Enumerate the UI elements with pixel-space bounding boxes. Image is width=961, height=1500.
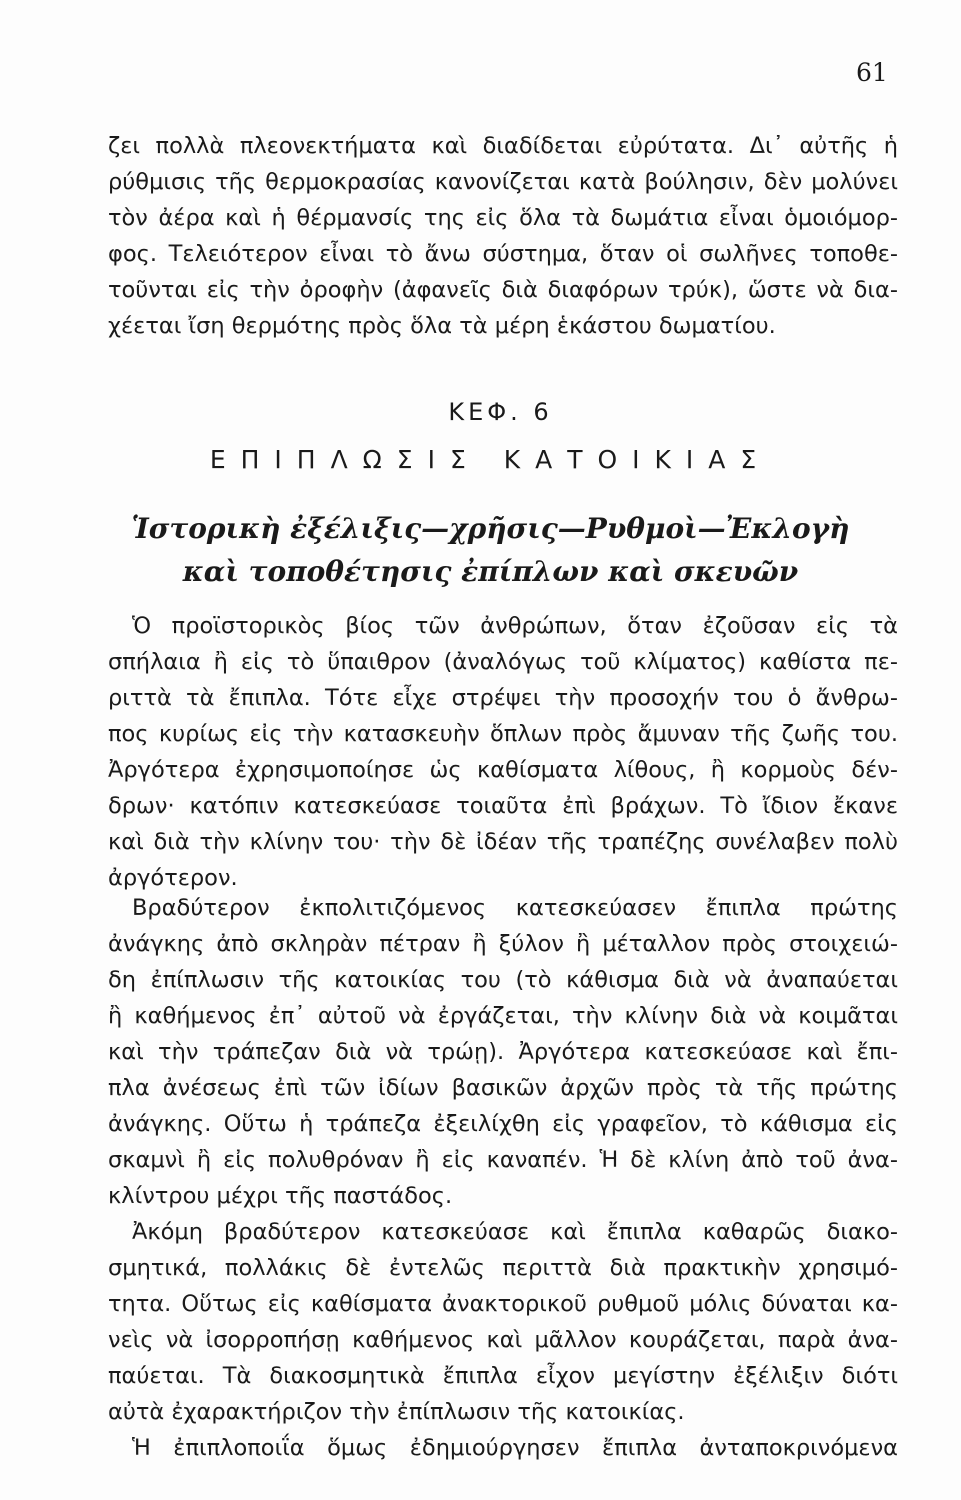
chapter-title: ΕΠΙΠΛΩΣΙΣ ΚΑΤΟΙΚΙΑΣ bbox=[209, 445, 772, 474]
text-line: καὶ τὴν τράπεζαν διὰ νὰ τρώῃ). Ἀργότερα κατεσκεύασε καὶ ἔπι- bbox=[108, 1039, 898, 1065]
text-line: νεὶς νὰ ἰσορροπήσῃ καθήμενος καὶ μᾶλλον κουράζεται, παρὰ ἀνα- bbox=[108, 1327, 898, 1353]
text-line: Ἀργότερα ἐχρησιμοποίησε ὡς καθίσματα λίθους, ἢ κορμοὺς δέν- bbox=[108, 757, 898, 783]
text-line: αὐτὰ ἐχαρακτήριζον τὴν ἐπίπλωσιν τῆς κατοικίας. bbox=[108, 1399, 685, 1425]
text-line: Ὁ προϊστορικὸς βίος τῶν ἀνθρώπων, ὅταν ἐζοῦσαν εἰς τὰ bbox=[132, 613, 898, 639]
text-line: ρύθμισις τῆς θερμοκρασίας κανονίζεται κατὰ βούλησιν, δὲν μολύνει bbox=[108, 169, 898, 195]
text-line: δρων· κατόπιν κατεσκεύασε τοιαῦτα ἐπὶ βράχων. Τὸ ἴδιον ἔκανε bbox=[108, 793, 898, 819]
text-line: δη ἐπίπλωσιν τῆς κατοικίας του (τὸ κάθισμα διὰ νὰ ἀναπαύεται bbox=[108, 967, 898, 993]
text-line: ἀργότερον. bbox=[108, 865, 238, 891]
text-line: Ἡ ἐπιπλοποιΐα ὅμως ἐδημιούργησεν ἔπιπλα ἀνταποκρινόμενα bbox=[132, 1435, 898, 1461]
text-line: σμητικά, πολλάκις δὲ ἐντελῶς περιττὰ διὰ πρακτικὴν χρησιμό- bbox=[108, 1255, 898, 1281]
text-line: ἢ καθήμενος ἐπ᾽ αὐτοῦ νὰ ἐργάζεται, τὴν κλίνην διὰ νὰ κοιμᾶται bbox=[108, 1003, 898, 1029]
text-line: πος κυρίως εἰς τὴν κατασκευὴν ὅπλων πρὸς ἄμυναν τῆς ζωῆς του. bbox=[108, 721, 898, 747]
text-line: καὶ διὰ τὴν κλίνην του· τὴν δὲ ἰδέαν τῆς τραπέζης συνέλαβεν πολὺ bbox=[108, 829, 898, 855]
paragraph-1 bbox=[108, 608, 898, 896]
text-line: τὸν ἀέρα καὶ ἡ θέρμανσίς της εἰς ὅλα τὰ δωμάτια εἶναι ὁμοιόμορ- bbox=[108, 205, 898, 231]
text-line: πλα ἀνέσεως ἐπὶ τῶν ἰδίων βασικῶν ἀρχῶν πρὸς τὰ τῆς πρώτης bbox=[108, 1075, 898, 1101]
text-line: Βραδύτερον ἐκπολιτιζόμενος κατεσκεύασεν ἔπιπλα πρώτης bbox=[132, 895, 898, 921]
chapter-subtitle-line-2: καὶ τοποθέτησις ἐπίπλων καὶ σκευῶν bbox=[182, 555, 799, 588]
text-line: ἀνάγκης ἀπὸ σκληρὰν πέτραν ἢ ξύλον ἢ μέταλλον πρὸς στοιχειώ- bbox=[108, 931, 898, 957]
text-line: ριττὰ τὰ ἔπιπλα. Τότε εἶχε στρέψει τὴν προσοχήν του ὁ ἄνθρω- bbox=[108, 685, 898, 711]
text-line: σπήλαια ἢ εἰς τὸ ὕπαιθρον (ἀναλόγως τοῦ κλίματος) καθίστα πε- bbox=[108, 649, 898, 675]
paragraph-2 bbox=[108, 890, 898, 1466]
page-number: 61 bbox=[856, 58, 888, 87]
top-paragraph bbox=[108, 128, 898, 344]
text-line: κλίντρου μέχρι τῆς παστάδος. bbox=[108, 1183, 453, 1209]
text-line: ζει πολλὰ πλεονεκτήματα καὶ διαδίδεται εὐρύτατα. Δι᾽ αὐτῆς ἡ bbox=[108, 133, 898, 159]
text-line: τητα. Οὕτως εἰς καθίσματα ἀνακτορικοῦ ρυθμοῦ μόλις δύναται κα- bbox=[108, 1291, 898, 1317]
text-line: παύεται. Τὰ διακοσμητικὰ ἔπιπλα εἶχον μεγίστην ἐξέλιξιν διότι bbox=[108, 1363, 898, 1389]
text-line: Ἀκόμη βραδύτερον κατεσκεύασε καὶ ἔπιπλα καθαρῶς διακο- bbox=[132, 1219, 898, 1245]
text-line: φος. Τελειότερον εἶναι τὸ ἄνω σύστημα, ὅταν οἱ σωλῆνες τοποθε- bbox=[108, 241, 898, 267]
text-line: σκαμνὶ ἢ εἰς πολυθρόναν ἢ εἰς καναπέν. Ἡ δὲ κλίνη ἀπὸ τοῦ ἀνα- bbox=[108, 1147, 898, 1173]
text-line: ἀνάγκης. Οὕτω ἡ τράπεζα ἐξειλίχθη εἰς γραφεῖον, τὸ κάθισμα εἰς bbox=[108, 1111, 898, 1137]
chapter-subtitle-line-1: Ἱστορικὴ ἐξέλιξις—χρῆσις—Ρυθμοὶ—Ἐκλογὴ bbox=[131, 512, 850, 545]
text-line: χέεται ἴση θερμότης πρὸς ὅλα τὰ μέρη ἑκάστου δωματίου. bbox=[108, 313, 776, 339]
text-line: τοῦνται εἰς τὴν ὀροφὴν (ἀφανεῖς διὰ διαφόρων τρύκ), ὥστε νὰ δια- bbox=[108, 277, 898, 303]
chapter-number: ΚΕΦ. 6 bbox=[448, 398, 553, 426]
